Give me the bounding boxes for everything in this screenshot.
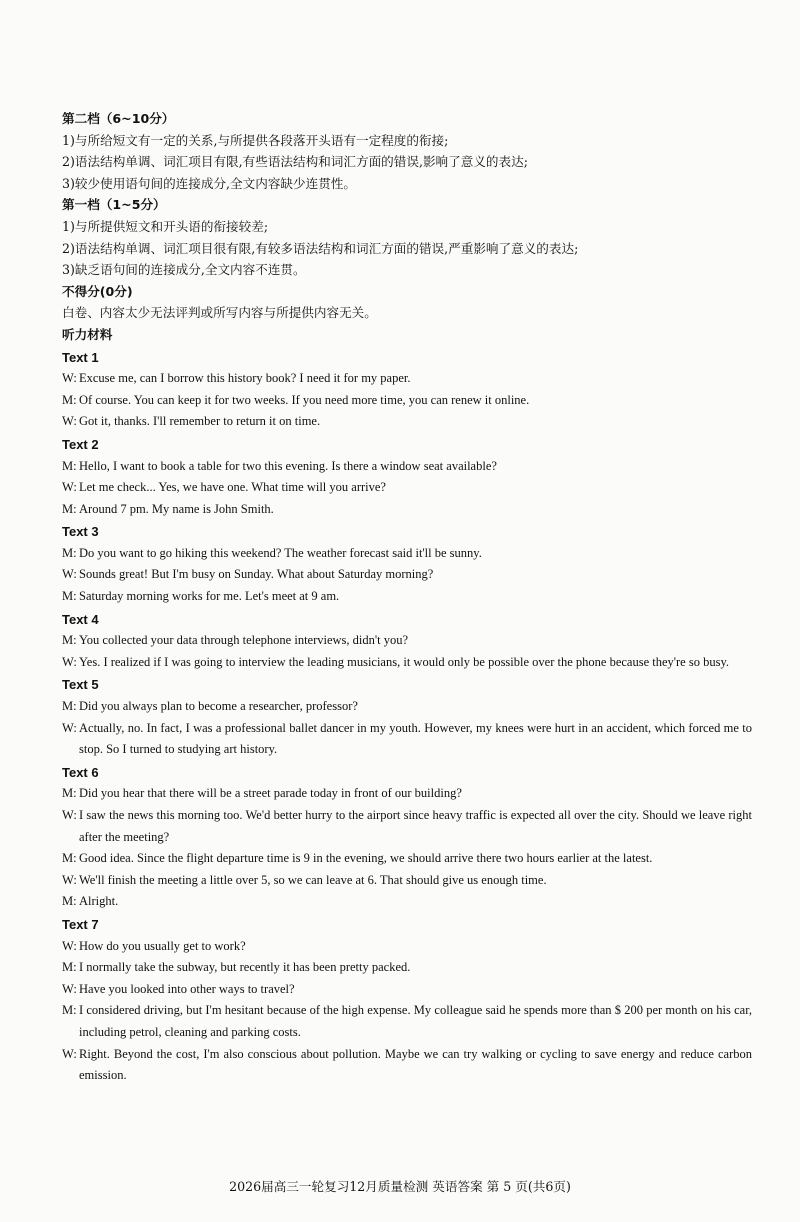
dialogue-line [62, 891, 752, 913]
dialogue-line [62, 652, 752, 674]
speaker-label: W: [62, 371, 77, 386]
utterance-text: Saturday morning works for me. Let's meet at 9 am. [79, 589, 340, 604]
zero-score-heading: 不得分(0分) [62, 283, 133, 299]
speaker-label: W: [62, 938, 77, 953]
speaker-label: W: [62, 808, 77, 822]
speaker-label: M: [62, 589, 77, 604]
utterance-text: Sounds great! But I'm busy on Sunday. What about Saturday morning? [79, 567, 434, 582]
tier1-item: 3)缺乏语句间的连接成分,全文内容不连贯。 [62, 262, 306, 278]
text-title: Text 2 [62, 436, 99, 452]
speaker-label: W: [62, 872, 77, 887]
dialogue-line [62, 368, 752, 390]
speaker-label: M: [62, 458, 77, 473]
speaker-label: W: [62, 654, 77, 669]
speaker-label: W: [62, 981, 77, 996]
speaker-label: W: [62, 1046, 77, 1061]
utterance-text: We'll finish the meeting a little over 5, so we can leave at 6. That should give us enough time. [79, 872, 547, 887]
speaker-label: M: [62, 894, 77, 909]
text-title: Text 4 [62, 611, 99, 627]
dialogue-line [62, 979, 752, 1001]
text-title: Text 3 [62, 524, 99, 540]
text-block [62, 434, 752, 520]
tier1-item: 1)与所提供短文和开头语的衔接较差; [62, 218, 269, 234]
dialogue-line [62, 543, 752, 565]
dialogue-line [62, 564, 752, 586]
utterance-text: Yes. I realized if I was going to interview the leading musicians, it would only be possible over the phone because they're so busy. [79, 654, 730, 669]
speaker-label: M: [62, 501, 77, 516]
dialogue-line [62, 390, 752, 412]
speaker-label: W: [62, 414, 77, 429]
text-block [62, 521, 752, 607]
utterance-text: Let me check... Yes, we have one. What time will you arrive? [79, 480, 386, 495]
utterance-text: Alright. [79, 894, 119, 909]
dialogue-line [62, 1000, 752, 1043]
dialogue-line [62, 783, 752, 805]
utterance-text: Do you want to go hiking this weekend? The weather forecast said it'll be sunny. [79, 545, 482, 560]
dialogue-line [62, 718, 752, 761]
text-block [62, 674, 752, 760]
dialogue-line [62, 411, 752, 433]
speaker-label: M: [62, 699, 77, 714]
tier2-heading: 第二档（6~10分） [62, 111, 175, 126]
listening-transcripts [62, 347, 752, 1087]
utterance-text: Have you looked into other ways to travel? [79, 981, 295, 996]
utterance-text: Of course. You can keep it for two weeks. If you need more time, you can renew it online. [79, 392, 530, 407]
speaker-label: M: [62, 1003, 77, 1018]
text-title: Text 5 [62, 677, 99, 693]
tier2-item: 3)较少使用语句间的连接成分,全文内容缺少连贯性。 [62, 175, 356, 191]
listening-heading: 听力材料 [62, 326, 113, 342]
utterance-text: I considered driving, but I'm hesitant because of the high expense. My colleague said he spends more than $ 200 per month on his car, including petrol, cleaning and parking costs. [79, 1003, 752, 1039]
speaker-label: M: [62, 392, 77, 407]
speaker-label: W: [62, 567, 77, 582]
text-block [62, 762, 752, 913]
utterance-text: Did you hear that there will be a street parade today in front of our building? [79, 786, 462, 801]
zero-score-text: 白卷、内容太少无法评判或所写内容与所提供内容无关。 [62, 305, 377, 321]
dialogue-line [62, 936, 752, 958]
dialogue-line [62, 1044, 752, 1087]
dialogue-line [62, 586, 752, 608]
utterance-text: How do you usually get to work? [79, 938, 246, 953]
utterance-text: Hello, I want to book a table for two this evening. Is there a window seat available? [79, 458, 497, 473]
tier2-item: 2)语法结构单调、词汇项目有限,有些语法结构和词汇方面的错误,影响了意义的表达; [62, 154, 528, 170]
tier1-item: 2)语法结构单调、词汇项目很有限,有较多语法结构和词汇方面的错误,严重影响了意义的表达; [62, 240, 579, 256]
utterance-text: Right. Beyond the cost, I'm also conscious about pollution. Maybe we can try walking or cycling to save energy and reduce carbon emission. [79, 1046, 752, 1083]
speaker-label: W: [62, 720, 77, 735]
page-footer: 2026届高三一轮复习12月质量检测 英语答案 第 5 页(共6页) [229, 1179, 571, 1194]
utterance-text: You collected your data through telephone interviews, didn't you? [79, 633, 409, 648]
text-title: Text 1 [62, 349, 99, 365]
utterance-text: Excuse me, can I borrow this history book? I need it for my paper. [79, 371, 411, 386]
speaker-label: W: [62, 480, 77, 495]
answer-page [62, 108, 752, 1087]
dialogue-line [62, 456, 752, 478]
dialogue-line [62, 499, 752, 521]
dialogue-line [62, 696, 752, 718]
speaker-label: M: [62, 960, 77, 975]
dialogue-line [62, 630, 752, 652]
speaker-label: M: [62, 545, 77, 560]
text-title: Text 7 [62, 916, 99, 932]
utterance-text: Did you always plan to become a researcher, professor? [79, 699, 358, 714]
tier1-heading: 第一档（1~5分） [62, 197, 166, 213]
utterance-text: Actually, no. In fact, I was a professional ballet dancer in my youth. However, my knees were hurt in an accident, which forced me to stop. So I turned to studying art history. [79, 720, 752, 757]
text-block [62, 914, 752, 1087]
utterance-text: Got it, thanks. I'll remember to return it on time. [79, 414, 321, 429]
text-block [62, 347, 752, 433]
speaker-label: M: [62, 633, 77, 648]
utterance-text: Around 7 pm. My name is John Smith. [79, 501, 274, 516]
speaker-label: M: [62, 786, 77, 801]
dialogue-line [62, 848, 752, 870]
text-title: Text 6 [62, 764, 99, 780]
speaker-label: M: [62, 851, 77, 866]
utterance-text: I normally take the subway, but recently it has been pretty packed. [79, 960, 411, 975]
utterance-text: I saw the news this morning too. We'd better hurry to the airport since heavy traffic is expected all over the city. Should we leave right after the meeting? [79, 808, 752, 844]
dialogue-line [62, 957, 752, 979]
dialogue-line [62, 805, 752, 848]
tier2-item: 1)与所给短文有一定的关系,与所提供各段落开头语有一定程度的衔接; [62, 132, 449, 148]
utterance-text: Good idea. Since the flight departure time is 9 in the evening, we should arrive there two hours earlier at the latest. [79, 851, 653, 866]
text-block [62, 609, 752, 674]
dialogue-line [62, 870, 752, 892]
dialogue-line [62, 477, 752, 499]
